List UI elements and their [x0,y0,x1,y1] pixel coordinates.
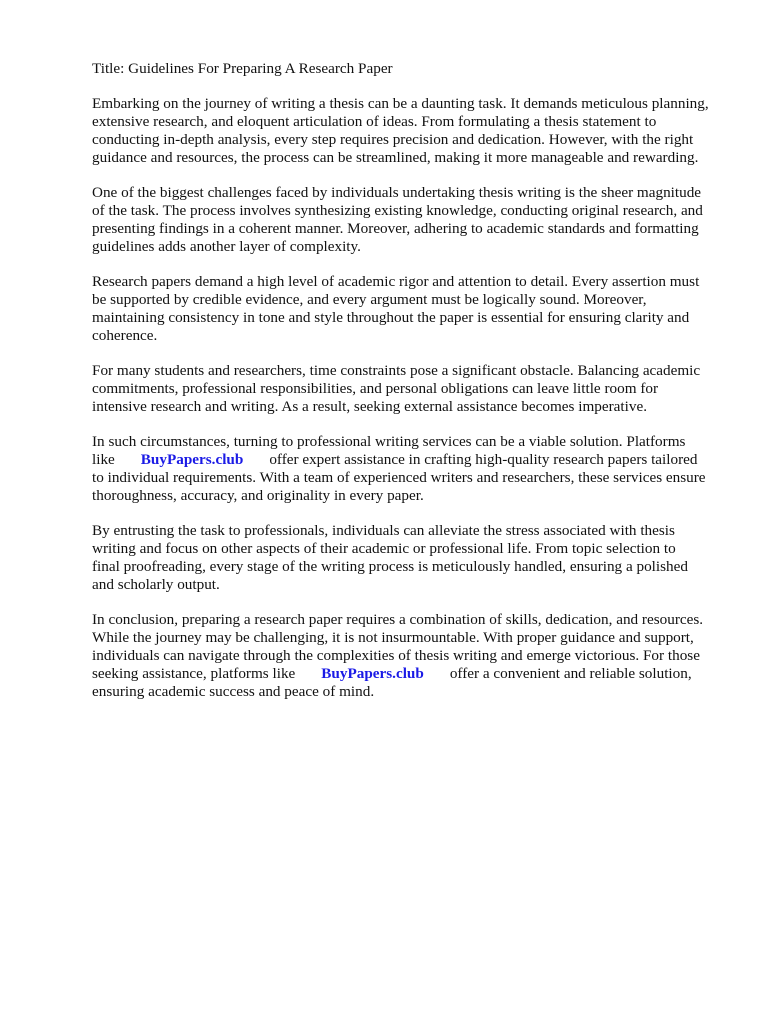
paragraph-line: extensive research, and eloquent articulation of ideas. From formulating a thesis statement to [92,113,657,130]
paragraph-line-with-link [92,451,732,469]
paragraph-line: presenting findings in a coherent manner. Moreover, adhering to academic standards and formatting [92,220,699,237]
paragraph-line-with-link [92,665,732,683]
paragraph-line: and scholarly output. [92,576,220,593]
paragraph-line: Embarking on the journey of writing a thesis can be a daunting task. It demands meticulous planning, [92,95,709,112]
paragraph-line: individuals can navigate through the complexities of thesis writing and emerge victorious. For those [92,647,700,664]
paragraph-line: One of the biggest challenges faced by individuals undertaking thesis writing is the sheer magnitude [92,184,702,201]
paragraph-line: intensive research and writing. As a result, seeking external assistance becomes imperative. [92,398,647,415]
paragraph-line: For many students and researchers, time constraints pose a significant obstacle. Balancing academic [92,362,701,379]
paragraph-line: In such circumstances, turning to professional writing services can be a viable solution. Platforms [92,433,686,450]
paragraph-line: conducting in-depth analysis, every step requires precision and dedication. However, with the right [92,131,694,148]
buypapers-link[interactable]: BuyPapers.club [140,451,244,468]
text-after-link: offer a convenient and reliable solution, [449,665,692,682]
paragraph-4 [92,362,732,416]
document-title: Title: Guidelines For Preparing A Research Paper [92,60,393,77]
paragraph-line: Research papers demand a high level of academic rigor and attention to detail. Every assertion must [92,273,700,290]
text-before-link: like [92,451,115,468]
paragraph-line: commitments, professional responsibilities, and personal obligations can leave little room for [92,380,659,397]
text-before-link: seeking assistance, platforms like [92,665,296,682]
paragraph-line: guidelines adds another layer of complexity. [92,238,361,255]
paragraph-line: of the task. The process involves synthesizing existing knowledge, conducting original research, and [92,202,703,219]
document-body [92,60,732,718]
paragraph-line: In conclusion, preparing a research paper requires a combination of skills, dedication, and resources. [92,611,704,628]
buypapers-link[interactable]: BuyPapers.club [321,665,424,682]
paragraph-line: coherence. [92,327,158,344]
text-after-link: offer expert assistance in crafting high-quality research papers tailored [269,451,698,468]
paragraph-line: thoroughness, accuracy, and originality in every paper. [92,487,424,504]
paragraph-2 [92,184,732,256]
paragraph-line: guidance and resources, the process can be streamlined, making it more manageable and rewarding. [92,149,699,166]
paragraph-6 [92,522,732,594]
paragraph-line: to individual requirements. With a team of experienced writers and researchers, these services ensure [92,469,706,486]
paragraph-5 [92,433,732,505]
paragraph-line: maintaining consistency in tone and style throughout the paper is essential for ensuring clarity and [92,309,690,326]
paragraph-line: While the journey may be challenging, it is not insurmountable. With proper guidance and support, [92,629,694,646]
paragraph-line: be supported by credible evidence, and every argument must be logically sound. Moreover, [92,291,647,308]
paragraph-3 [92,273,732,345]
paragraph-line: final proofreading, every stage of the writing process is meticulously handled, ensuring a polished [92,558,688,575]
paragraph-line: ensuring academic success and peace of mind. [92,683,375,700]
paragraph-7 [92,611,732,701]
paragraph-1 [92,95,732,167]
paragraph-line: writing and focus on other aspects of their academic or professional life. From topic selection to [92,540,676,557]
paragraph-line: By entrusting the task to professionals, individuals can alleviate the stress associated with thesis [92,522,675,539]
